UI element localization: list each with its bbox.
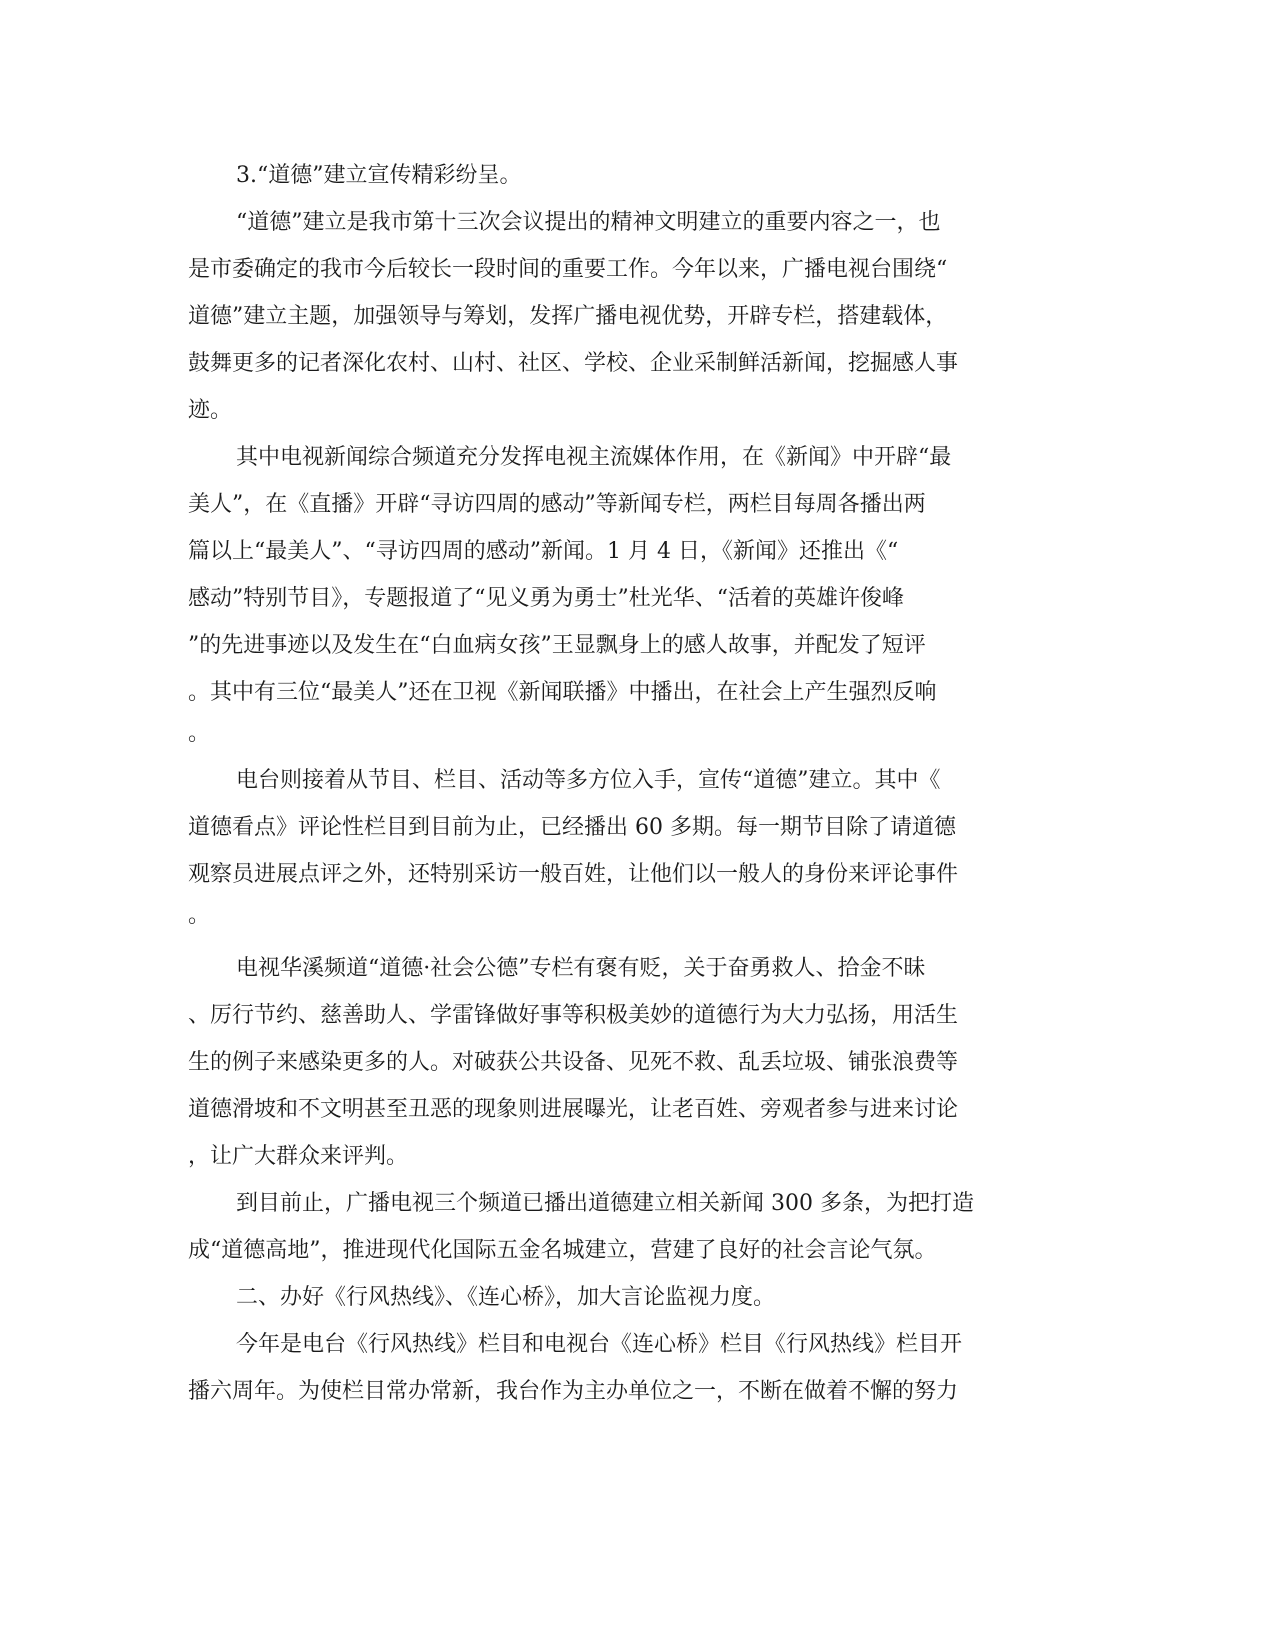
text-line: 电视华溪频道“道德·社会公德”专栏有褒有贬，关于奋勇救人、拾金不昧 (236, 956, 926, 981)
text-line: 电台则接着从节目、栏目、活动等多方位入手，宣传“道德”建立。其中《 (236, 768, 941, 793)
text-line: 播六周年。为使栏目常办常新，我台作为主办单位之一，不断在做着不懈的努力 (188, 1379, 959, 1404)
text-line: 迹。 (188, 398, 233, 423)
text-line: 、厉行节约、慈善助人、学雷锋做好事等积极美妙的道德行为大力弘扬，用活生 (188, 1003, 959, 1028)
text-line: 是市委确定的我市今后较长一段时间的重要工作。今年以来，广播电视台围绕“ (188, 257, 948, 282)
text-line: 成“道德高地”，推进现代化国际五金名城建立，营建了良好的社会言论气氛。 (188, 1238, 937, 1263)
text-line: 今年是电台《行风热线》栏目和电视台《连心桥》栏目《行风热线》栏目开 (236, 1332, 963, 1357)
section-heading: 二、办好《行风热线》、《连心桥》，加大言论监视力度。 (236, 1285, 776, 1310)
text-line: ”的先进事迹以及发生在“白血病女孩”王显飘身上的感人故事，并配发了短评 (188, 633, 926, 658)
text-line: 鼓舞更多的记者深化农村、山村、社区、学校、企业采制鲜活新闻，挖掘感人事 (188, 351, 959, 376)
text-line: 到目前止，广播电视三个频道已播出道德建立相关新闻 300 多条，为把打造 (236, 1191, 974, 1216)
text-line: 道德看点》评论性栏目到目前为止，已经播出 60 多期。每一期节目除了请道德 (188, 815, 956, 840)
text-line: 。其中有三位“最美人”还在卫视《新闻联播》中播出，在社会上产生强烈反响 (188, 680, 937, 705)
text-line: 观察员进展点评之外，还特别采访一般百姓，让他们以一般人的身份来评论事件 (188, 862, 959, 887)
text-line: 道德滑坡和不文明甚至丑恶的现象则进展曝光，让老百姓、旁观者参与进来讨论 (188, 1097, 959, 1122)
text-line: 。 (188, 721, 211, 746)
text-line: 生的例子来感染更多的人。对破获公共设备、见死不救、乱丢垃圾、铺张浪费等 (188, 1050, 959, 1075)
text-line: 其中电视新闻综合频道充分发挥电视主流媒体作用，在《新闻》中开辟“最 (236, 445, 952, 470)
text-line: 道德”建立主题，加强领导与筹划，发挥广播电视优势，开辟专栏，搭建载体， (188, 304, 948, 329)
text-line: 篇以上“最美人”、“寻访四周的感动”新闻。1 月 4 日，《新闻》还推出《“ (188, 539, 899, 564)
text-line: 。 (188, 903, 211, 928)
text-line: “道德”建立是我市第十三次会议提出的精神文明建立的重要内容之一，也 (236, 210, 941, 235)
text-line: 美人”，在《直播》开辟“寻访四周的感动”等新闻专栏，两栏目每周各播出两 (188, 492, 926, 517)
text-line: ，让广大群众来评判。 (188, 1144, 409, 1169)
heading-line: 3.“道德”建立宣传精彩纷呈。 (236, 163, 522, 188)
text-line: 感动”特别节目》，专题报道了“见义勇为勇士”杜光华、“活着的英雄许俊峰 (188, 586, 904, 611)
